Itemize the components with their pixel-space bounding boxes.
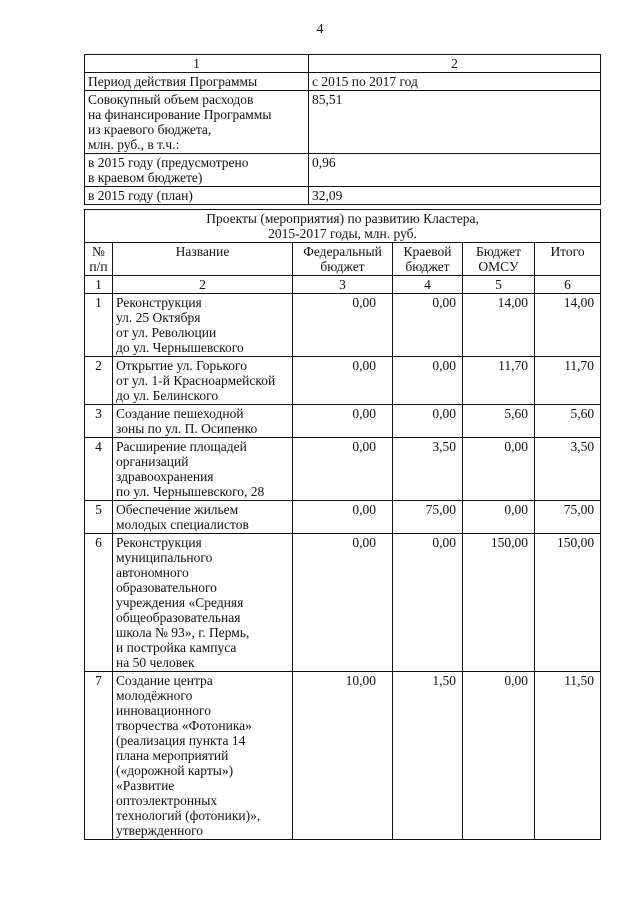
column-numbers-row [85,276,601,294]
project-number: 5 [85,501,113,534]
federal-budget-value: 0,00 [293,438,393,501]
regional-budget-value: 1,50 [393,672,463,840]
total-value: 11,50 [535,672,601,840]
project-name: Реконструкция муниципального автономного образовательного учреждения «Средняя общеобразовательная школа № 93», г. Пермь, и постройка кампуса на 50 человек [113,534,293,672]
project-number: 3 [85,405,113,438]
municipal-budget-value: 14,00 [463,294,535,357]
project-number: 2 [85,357,113,405]
federal-budget-value: 0,00 [293,357,393,405]
table-row [85,91,601,154]
regional-budget-value: 0,00 [393,357,463,405]
column-number: 1 [85,276,113,294]
total-value: 75,00 [535,501,601,534]
column-number: 4 [393,276,463,294]
table-header-row [85,243,601,276]
column-number: 2 [309,55,601,73]
header-municipal-budget: Бюджет ОМСУ [463,243,535,276]
column-number: 3 [293,276,393,294]
table-row [85,357,601,405]
total-value: 3,50 [535,438,601,501]
municipal-budget-value: 0,00 [463,438,535,501]
regional-budget-value: 3,50 [393,438,463,501]
federal-budget-value: 0,00 [293,534,393,672]
project-name: Открытие ул. Горького от ул. 1-й Красноармейской до ул. Белинского [113,357,293,405]
municipal-budget-value: 5,60 [463,405,535,438]
federal-budget-value: 0,00 [293,294,393,357]
header-regional-budget: Краевой бюджет [393,243,463,276]
table-title-row [85,210,601,243]
project-number: 6 [85,534,113,672]
total-value: 5,60 [535,405,601,438]
table-row [85,438,601,501]
header-federal-budget: Федеральный бюджет [293,243,393,276]
municipal-budget-value: 0,00 [463,501,535,534]
row-value: 32,09 [309,187,601,205]
total-value: 11,70 [535,357,601,405]
table-row [85,294,601,357]
table-row [85,187,601,205]
regional-budget-value: 0,00 [393,534,463,672]
row-value: с 2015 по 2017 год [309,73,601,91]
federal-budget-value: 0,00 [293,501,393,534]
total-value: 14,00 [535,294,601,357]
project-name: Расширение площадей организаций здравоохранения по ул. Чернышевского, 28 [113,438,293,501]
table-title: Проекты (мероприятия) по развитию Кластера, 2015-2017 годы, млн. руб. [85,210,601,243]
municipal-budget-value: 0,00 [463,672,535,840]
project-name: Создание пешеходной зоны по ул. П. Осипенко [113,405,293,438]
municipal-budget-value: 11,70 [463,357,535,405]
project-name: Обеспечение жильем молодых специалистов [113,501,293,534]
federal-budget-value: 0,00 [293,405,393,438]
project-name: Создание центра молодёжного инновационного творчества «Фотоника» (реализация пункта 14 плана мероприятий («дорожной карты») «Развитие оптоэлектронных технологий (фотоники)», утвержденного [113,672,293,840]
table-row [85,501,601,534]
header-name: Название [113,243,293,276]
row-label: Период действия Программы [85,73,309,91]
row-value: 0,96 [309,154,601,187]
table-row [85,534,601,672]
table-row [85,154,601,187]
header-number: № п/п [85,243,113,276]
row-label: в 2015 году (предусмотрено в краевом бюджете) [85,154,309,187]
table-row [85,405,601,438]
table-row [85,73,601,91]
municipal-budget-value: 150,00 [463,534,535,672]
row-label: в 2015 году (план) [85,187,309,205]
project-number: 4 [85,438,113,501]
column-number: 1 [85,55,309,73]
project-number: 1 [85,294,113,357]
project-name: Реконструкция ул. 25 Октября от ул. Революции до ул. Чернышевского [113,294,293,357]
project-number: 7 [85,672,113,840]
row-label: Совокупный объем расходов на финансирование Программы из краевого бюджета, млн. руб., в т.ч.: [85,91,309,154]
page-number: 4 [316,22,324,37]
regional-budget-value: 0,00 [393,294,463,357]
table-header-row [85,55,601,73]
program-summary-table [84,54,601,205]
row-value: 85,51 [309,91,601,154]
federal-budget-value: 10,00 [293,672,393,840]
total-value: 150,00 [535,534,601,672]
regional-budget-value: 0,00 [393,405,463,438]
table-row [85,672,601,840]
header-total: Итого [535,243,601,276]
column-number: 2 [113,276,293,294]
projects-table [84,209,601,840]
projects-rows [85,294,601,840]
regional-budget-value: 75,00 [393,501,463,534]
column-number: 5 [463,276,535,294]
column-number: 6 [535,276,601,294]
